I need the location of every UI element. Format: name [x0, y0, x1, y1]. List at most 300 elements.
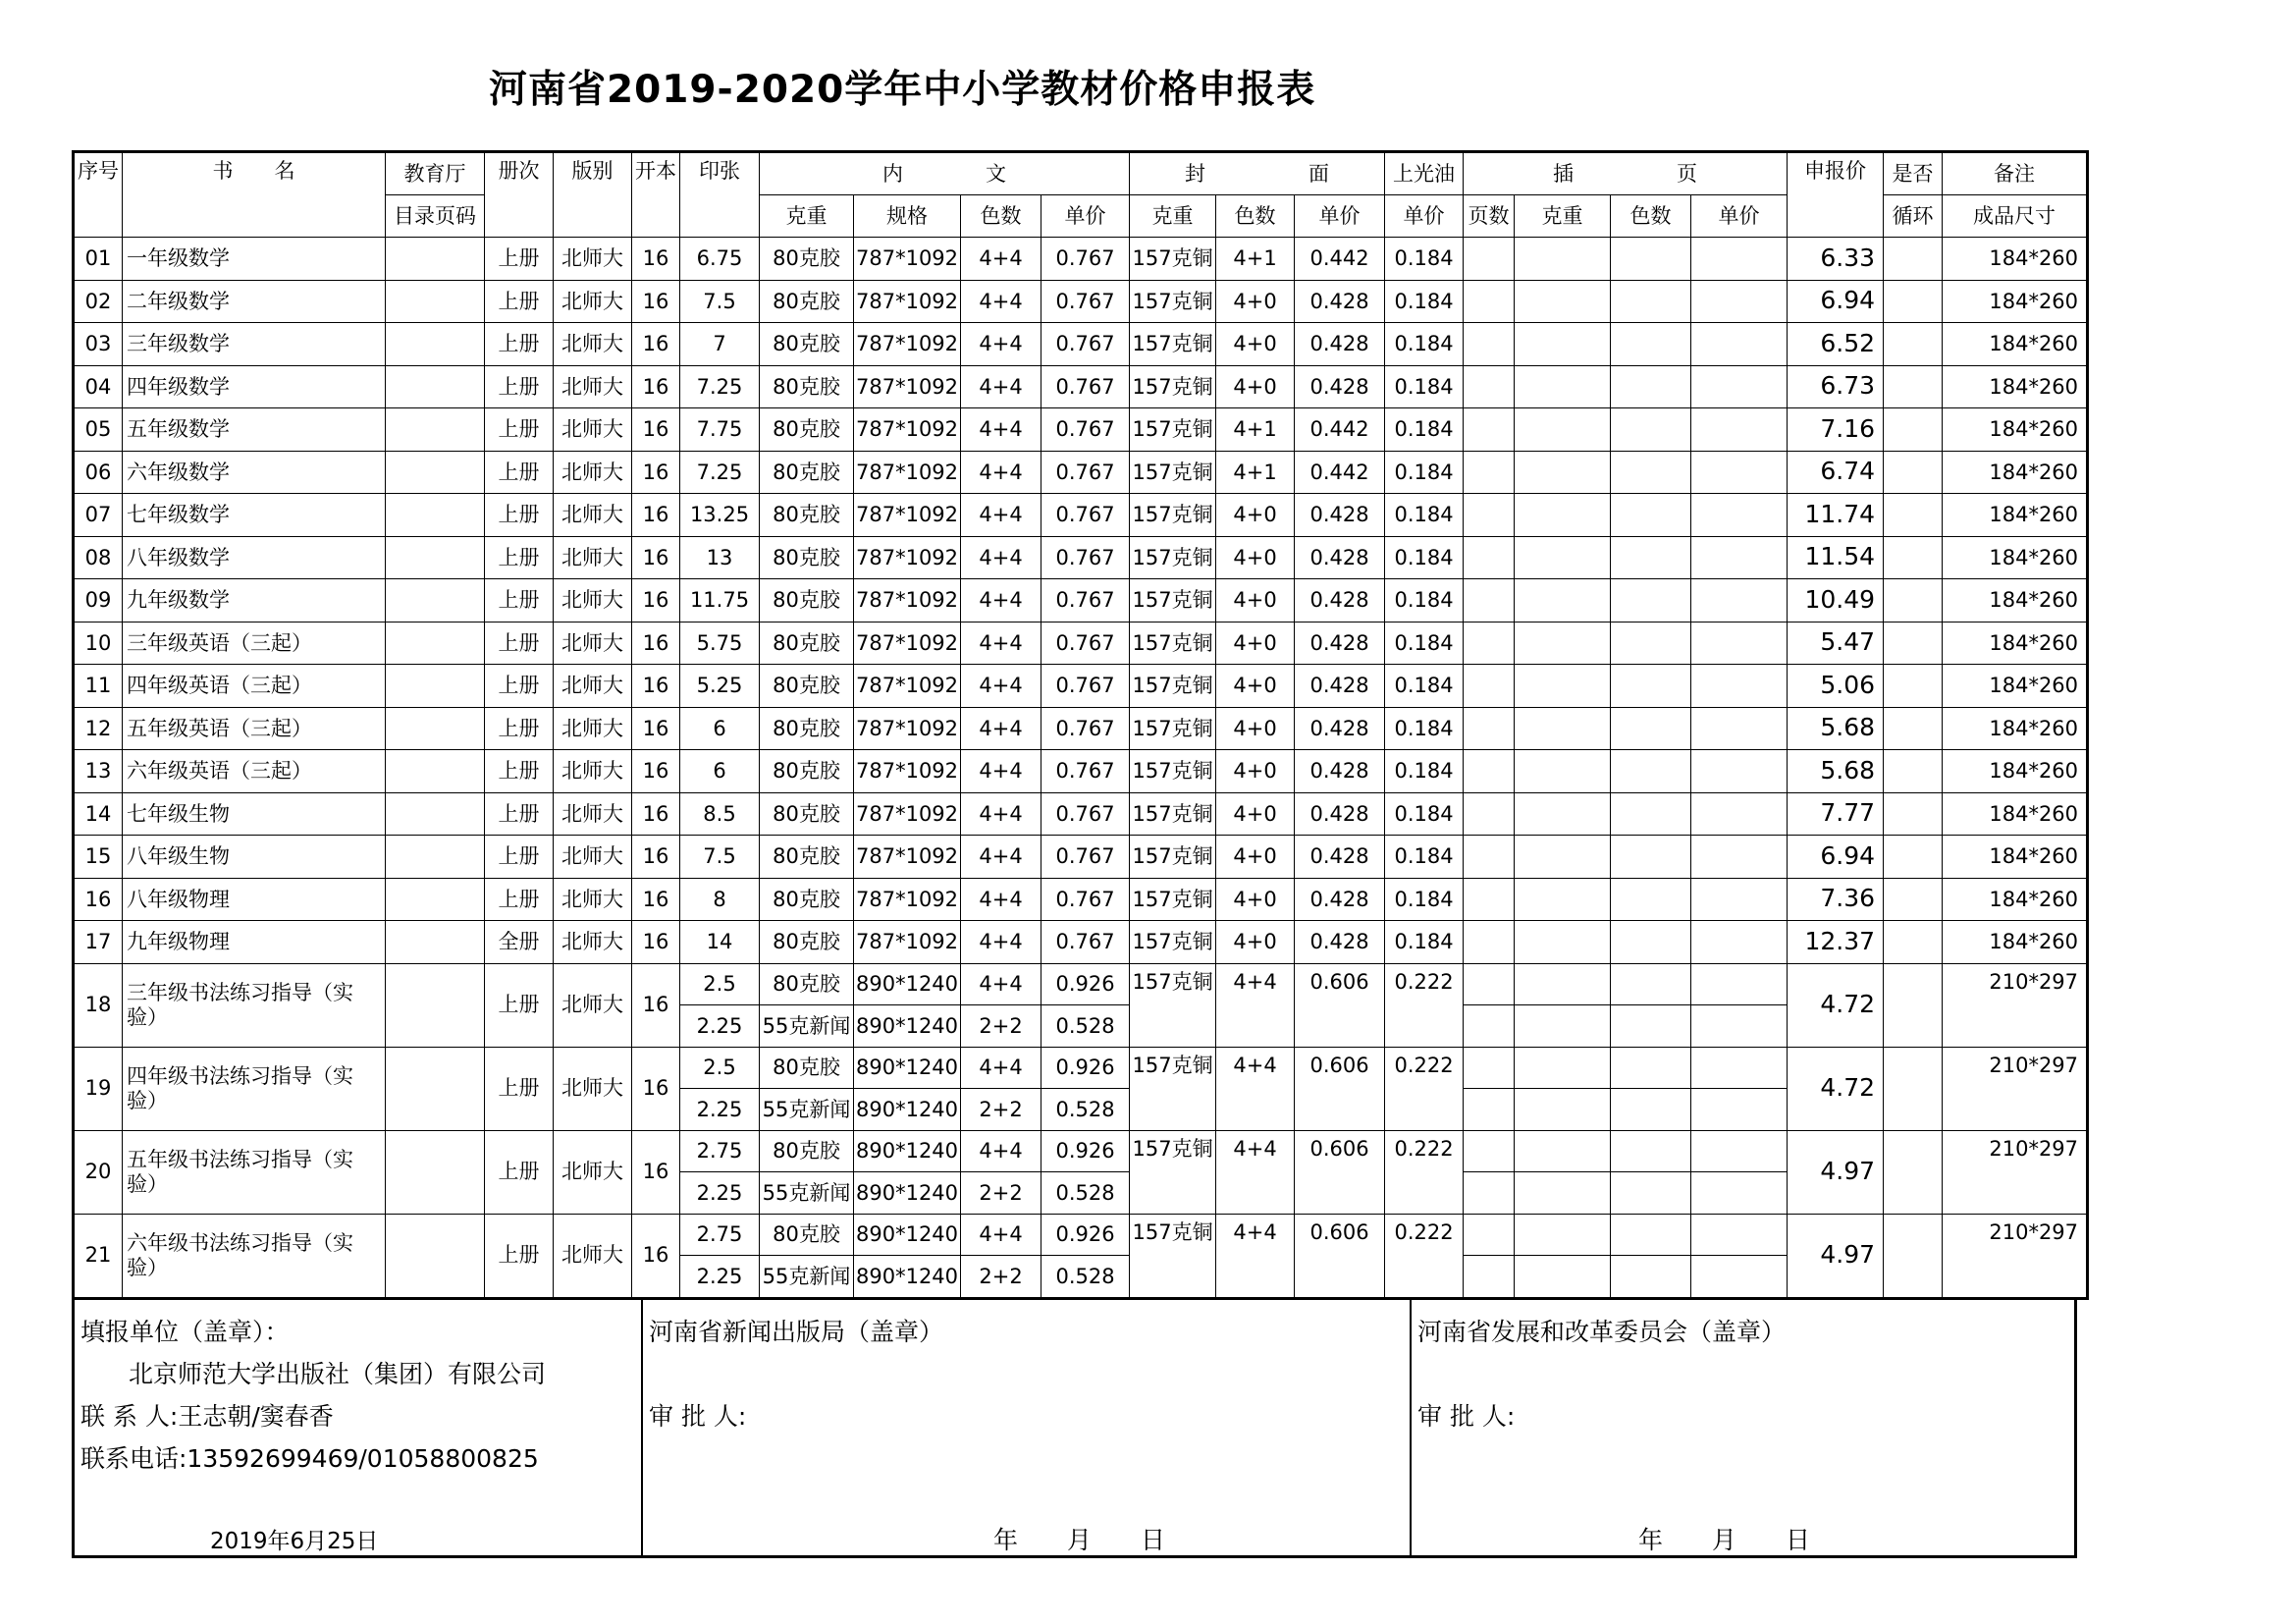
cell-jyt	[386, 494, 485, 537]
cell-sheets: 2.5	[680, 963, 760, 1005]
cell-edition: 北师大	[554, 836, 632, 879]
cell-price: 10.49	[1788, 579, 1884, 623]
cell-unit-price: 0.767	[1041, 792, 1130, 836]
cell-insert-unit-price	[1691, 408, 1788, 452]
cell-gloss: 0.222	[1385, 1130, 1464, 1214]
cell-sheets: 7.5	[680, 836, 760, 879]
cell-cover-colors: 4+0	[1216, 536, 1295, 579]
cell-unit-price: 0.767	[1041, 280, 1130, 323]
cell-unit-price: 0.926	[1041, 1047, 1130, 1089]
cell-price: 6.73	[1788, 365, 1884, 408]
cell-cover-colors: 4+0	[1216, 707, 1295, 750]
cell-insert-unit-price	[1691, 665, 1788, 708]
cell-size: 210*297	[1943, 1047, 2088, 1130]
header-insert: 插 页	[1464, 152, 1788, 195]
cell-insert-colors	[1611, 921, 1691, 964]
cell-unit-price: 0.767	[1041, 536, 1130, 579]
cell-insert-pages	[1464, 1256, 1515, 1299]
cell-insert-unit-price	[1691, 238, 1788, 281]
cell-cover-unit-price: 0.428	[1295, 365, 1385, 408]
table-row	[74, 1130, 2088, 1172]
cell-name: 九年级物理	[123, 921, 386, 964]
cell-insert-pages	[1464, 1047, 1515, 1089]
cell-cover-unit-price: 0.442	[1295, 238, 1385, 281]
cell-size: 184*260	[1943, 408, 2088, 452]
cell-recycle	[1884, 792, 1943, 836]
filler-label: 填报单位（盖章）：	[80, 1318, 290, 1346]
cell-unit-price: 0.767	[1041, 622, 1130, 665]
cell-insert-unit-price	[1691, 622, 1788, 665]
cell-recycle	[1884, 280, 1943, 323]
cell-sheets: 2.25	[680, 1256, 760, 1299]
cell-sheets: 13.25	[680, 494, 760, 537]
cell-weight: 80克胶	[760, 408, 854, 452]
cell-insert-weight	[1515, 707, 1611, 750]
cell-cover-weight: 157克铜	[1130, 963, 1216, 1047]
cell-recycle	[1884, 1214, 1943, 1298]
cell-sheets: 5.75	[680, 622, 760, 665]
cell-insert-unit-price	[1691, 365, 1788, 408]
signature-footer	[72, 1300, 2077, 1558]
cell-cover-unit-price: 0.428	[1295, 836, 1385, 879]
cell-size: 184*260	[1943, 451, 2088, 494]
cell-colors: 4+4	[961, 451, 1041, 494]
header-price: 申报价	[1788, 152, 1884, 238]
cell-insert-pages	[1464, 494, 1515, 537]
cell-unit-price: 0.528	[1041, 1256, 1130, 1299]
header-gloss: 上光油	[1385, 152, 1464, 195]
cell-insert-colors	[1611, 792, 1691, 836]
cell-spec: 787*1092	[854, 707, 961, 750]
cell-unit-price: 0.767	[1041, 408, 1130, 452]
cell-edition: 北师大	[554, 494, 632, 537]
header-note: 备注	[1943, 152, 2088, 195]
cell-price: 4.72	[1788, 963, 1884, 1047]
cell-jyt	[386, 579, 485, 623]
cell-format: 16	[632, 536, 680, 579]
cell-unit-price: 0.528	[1041, 1172, 1130, 1215]
header-size: 成品尺寸	[1943, 195, 2088, 238]
cell-volume: 上册	[485, 365, 554, 408]
cell-volume: 上册	[485, 792, 554, 836]
cell-jyt	[386, 878, 485, 921]
cell-unit-price: 0.767	[1041, 665, 1130, 708]
cell-recycle	[1884, 494, 1943, 537]
cell-seq: 17	[74, 921, 123, 964]
bureau-date: 年 月 日	[993, 1526, 1166, 1554]
cell-jyt	[386, 408, 485, 452]
cell-jyt	[386, 1130, 485, 1214]
cell-size: 210*297	[1943, 1214, 2088, 1298]
cell-insert-colors	[1611, 963, 1691, 1005]
cell-insert-unit-price	[1691, 707, 1788, 750]
cell-name: 一年级数学	[123, 238, 386, 281]
cell-seq: 15	[74, 836, 123, 879]
cell-unit-price: 0.528	[1041, 1089, 1130, 1131]
cell-cover-colors: 4+0	[1216, 792, 1295, 836]
filler-phone: 联系电话:13592699469/01058800825	[80, 1444, 539, 1473]
cell-insert-pages	[1464, 792, 1515, 836]
cell-cover-colors: 4+4	[1216, 1130, 1295, 1214]
cell-jyt	[386, 323, 485, 366]
footer-bureau	[641, 1300, 1410, 1555]
cell-insert-unit-price	[1691, 323, 1788, 366]
cell-jyt	[386, 280, 485, 323]
cell-insert-colors	[1611, 665, 1691, 708]
cell-price: 6.74	[1788, 451, 1884, 494]
cell-format: 16	[632, 665, 680, 708]
cell-cover-unit-price: 0.606	[1295, 1130, 1385, 1214]
cell-gloss: 0.184	[1385, 408, 1464, 452]
cell-name: 三年级数学	[123, 323, 386, 366]
cell-weight: 80克胶	[760, 878, 854, 921]
cell-spec: 787*1092	[854, 451, 961, 494]
cell-seq: 07	[74, 494, 123, 537]
cell-cover-weight: 157克铜	[1130, 238, 1216, 281]
cell-volume: 上册	[485, 665, 554, 708]
table-row	[74, 921, 2088, 964]
cell-name: 六年级书法练习指导（实验）	[123, 1214, 386, 1298]
cell-cover-colors: 4+0	[1216, 494, 1295, 537]
cell-edition: 北师大	[554, 365, 632, 408]
cell-insert-pages	[1464, 238, 1515, 281]
cell-recycle	[1884, 323, 1943, 366]
cell-gloss: 0.184	[1385, 750, 1464, 793]
cell-jyt	[386, 792, 485, 836]
cell-colors: 4+4	[961, 280, 1041, 323]
cell-gloss: 0.184	[1385, 323, 1464, 366]
cell-spec: 787*1092	[854, 494, 961, 537]
cell-cover-unit-price: 0.428	[1295, 579, 1385, 623]
cell-gloss: 0.184	[1385, 451, 1464, 494]
cell-sheets: 6.75	[680, 238, 760, 281]
cell-insert-pages	[1464, 707, 1515, 750]
cell-edition: 北师大	[554, 1047, 632, 1130]
cell-gloss: 0.184	[1385, 665, 1464, 708]
cell-volume: 全册	[485, 921, 554, 964]
cell-insert-weight	[1515, 1005, 1611, 1048]
cell-cover-weight: 157克铜	[1130, 878, 1216, 921]
cell-cover-unit-price: 0.442	[1295, 451, 1385, 494]
cell-gloss: 0.184	[1385, 494, 1464, 537]
cell-insert-colors	[1611, 1005, 1691, 1048]
cell-seq: 04	[74, 365, 123, 408]
cell-volume: 上册	[485, 280, 554, 323]
cell-volume: 上册	[485, 707, 554, 750]
cell-gloss: 0.184	[1385, 536, 1464, 579]
cell-size: 210*297	[1943, 1130, 2088, 1214]
cell-name: 八年级数学	[123, 536, 386, 579]
cell-gloss: 0.184	[1385, 921, 1464, 964]
cell-unit-price: 0.767	[1041, 494, 1130, 537]
table-row	[74, 750, 2088, 793]
cell-insert-colors	[1611, 494, 1691, 537]
cell-unit-price: 0.926	[1041, 963, 1130, 1005]
cell-colors: 4+4	[961, 878, 1041, 921]
cell-insert-weight	[1515, 836, 1611, 879]
cell-insert-pages	[1464, 1130, 1515, 1172]
cell-cover-weight: 157克铜	[1130, 1047, 1216, 1130]
ndrc-date: 年 月 日	[1638, 1526, 1811, 1554]
cell-seq: 06	[74, 451, 123, 494]
cell-insert-colors	[1611, 280, 1691, 323]
header-colors: 色数	[961, 195, 1041, 238]
cell-insert-unit-price	[1691, 792, 1788, 836]
cell-insert-colors	[1611, 323, 1691, 366]
cell-insert-weight	[1515, 1130, 1611, 1172]
cell-insert-colors	[1611, 836, 1691, 879]
cell-size: 184*260	[1943, 579, 2088, 623]
cell-size: 184*260	[1943, 750, 2088, 793]
cell-edition: 北师大	[554, 238, 632, 281]
cell-cover-weight: 157克铜	[1130, 1214, 1216, 1298]
cell-jyt	[386, 365, 485, 408]
table-row	[74, 365, 2088, 408]
cell-cover-unit-price: 0.428	[1295, 323, 1385, 366]
cell-unit-price: 0.767	[1041, 579, 1130, 623]
cell-gloss: 0.184	[1385, 365, 1464, 408]
cell-recycle	[1884, 408, 1943, 452]
cell-edition: 北师大	[554, 323, 632, 366]
cell-spec: 890*1240	[854, 1256, 961, 1299]
cell-format: 16	[632, 1214, 680, 1298]
cell-insert-pages	[1464, 579, 1515, 623]
cell-cover-weight: 157克铜	[1130, 579, 1216, 623]
cell-insert-weight	[1515, 1047, 1611, 1089]
cell-cover-weight: 157克铜	[1130, 792, 1216, 836]
cell-seq: 09	[74, 579, 123, 623]
cell-cover-weight: 157克铜	[1130, 408, 1216, 452]
cell-insert-weight	[1515, 622, 1611, 665]
cell-format: 16	[632, 750, 680, 793]
cell-spec: 787*1092	[854, 622, 961, 665]
cell-insert-weight	[1515, 792, 1611, 836]
cell-insert-pages	[1464, 536, 1515, 579]
cell-sheets: 2.25	[680, 1005, 760, 1048]
cell-insert-colors	[1611, 451, 1691, 494]
cell-name: 四年级书法练习指导（实验）	[123, 1047, 386, 1130]
cell-unit-price: 0.767	[1041, 451, 1130, 494]
cell-insert-unit-price	[1691, 750, 1788, 793]
cell-edition: 北师大	[554, 707, 632, 750]
cell-jyt	[386, 707, 485, 750]
header-insert-colors: 色数	[1611, 195, 1691, 238]
cell-seq: 08	[74, 536, 123, 579]
cell-insert-colors	[1611, 365, 1691, 408]
header-gloss-unit-price: 单价	[1385, 195, 1464, 238]
cell-format: 16	[632, 921, 680, 964]
cell-name: 三年级英语（三起）	[123, 622, 386, 665]
cell-colors: 4+4	[961, 536, 1041, 579]
cell-insert-unit-price	[1691, 280, 1788, 323]
cell-price: 6.33	[1788, 238, 1884, 281]
cell-spec: 787*1092	[854, 878, 961, 921]
cell-name: 八年级生物	[123, 836, 386, 879]
cell-unit-price: 0.767	[1041, 750, 1130, 793]
cell-colors: 4+4	[961, 622, 1041, 665]
cell-insert-weight	[1515, 536, 1611, 579]
cell-insert-pages	[1464, 1005, 1515, 1048]
cell-weight: 80克胶	[760, 238, 854, 281]
cell-recycle	[1884, 878, 1943, 921]
cell-seq: 01	[74, 238, 123, 281]
cell-insert-weight	[1515, 408, 1611, 452]
cell-sheets: 2.75	[680, 1214, 760, 1256]
ndrc-label: 河南省发展和改革委员会（盖章）	[1417, 1318, 1787, 1346]
cell-cover-colors: 4+0	[1216, 750, 1295, 793]
cell-colors: 4+4	[961, 579, 1041, 623]
cell-cover-colors: 4+4	[1216, 1214, 1295, 1298]
cell-insert-weight	[1515, 579, 1611, 623]
cell-jyt	[386, 451, 485, 494]
cell-volume: 上册	[485, 451, 554, 494]
cell-insert-weight	[1515, 665, 1611, 708]
cell-jyt	[386, 536, 485, 579]
cell-edition: 北师大	[554, 451, 632, 494]
cell-insert-colors	[1611, 707, 1691, 750]
cell-weight: 80克胶	[760, 1214, 854, 1256]
header-seq: 序号	[74, 152, 123, 238]
cell-cover-colors: 4+0	[1216, 579, 1295, 623]
cell-sheets: 6	[680, 707, 760, 750]
cell-weight: 80克胶	[760, 494, 854, 537]
cell-cover-unit-price: 0.428	[1295, 622, 1385, 665]
cell-cover-unit-price: 0.428	[1295, 750, 1385, 793]
cell-colors: 4+4	[961, 323, 1041, 366]
cell-name: 二年级数学	[123, 280, 386, 323]
cell-insert-colors	[1611, 1256, 1691, 1299]
cell-weight: 55克新闻	[760, 1256, 854, 1299]
cell-sheets: 7.25	[680, 451, 760, 494]
cell-insert-unit-price	[1691, 1005, 1788, 1048]
header-weight: 克重	[760, 195, 854, 238]
table-row	[74, 280, 2088, 323]
cell-price: 5.68	[1788, 750, 1884, 793]
cell-cover-unit-price: 0.442	[1295, 408, 1385, 452]
table-row	[74, 451, 2088, 494]
cell-cover-weight: 157克铜	[1130, 836, 1216, 879]
cell-jyt	[386, 750, 485, 793]
header-recycle2: 循环	[1884, 195, 1943, 238]
cell-unit-price: 0.926	[1041, 1130, 1130, 1172]
cell-cover-colors: 4+0	[1216, 323, 1295, 366]
header-pages: 页数	[1464, 195, 1515, 238]
cell-unit-price: 0.767	[1041, 365, 1130, 408]
cell-volume: 上册	[485, 750, 554, 793]
cell-name: 四年级数学	[123, 365, 386, 408]
cell-unit-price: 0.767	[1041, 323, 1130, 366]
cell-format: 16	[632, 408, 680, 452]
cell-colors: 4+4	[961, 963, 1041, 1005]
cell-unit-price: 0.767	[1041, 707, 1130, 750]
cell-insert-unit-price	[1691, 921, 1788, 964]
table-row	[74, 878, 2088, 921]
cell-recycle	[1884, 963, 1943, 1047]
cell-size: 184*260	[1943, 536, 2088, 579]
header-insert-weight: 克重	[1515, 195, 1611, 238]
cell-weight: 80克胶	[760, 707, 854, 750]
cell-insert-weight	[1515, 494, 1611, 537]
cell-gloss: 0.184	[1385, 622, 1464, 665]
cell-format: 16	[632, 323, 680, 366]
cell-recycle	[1884, 622, 1943, 665]
cell-spec: 890*1240	[854, 1047, 961, 1089]
cell-cover-unit-price: 0.428	[1295, 494, 1385, 537]
cell-edition: 北师大	[554, 750, 632, 793]
cell-weight: 80克胶	[760, 1047, 854, 1089]
cell-jyt	[386, 665, 485, 708]
cell-colors: 4+4	[961, 836, 1041, 879]
header-format: 开本	[632, 152, 680, 238]
bureau-approver: 审 批 人:	[649, 1402, 747, 1431]
cell-weight: 80克胶	[760, 622, 854, 665]
cell-recycle	[1884, 707, 1943, 750]
cell-cover-unit-price: 0.428	[1295, 792, 1385, 836]
cell-sheets: 2.25	[680, 1089, 760, 1131]
table-row	[74, 323, 2088, 366]
header-name: 书 名	[123, 152, 386, 238]
cell-cover-weight: 157克铜	[1130, 665, 1216, 708]
cell-insert-colors	[1611, 579, 1691, 623]
cell-unit-price: 0.767	[1041, 836, 1130, 879]
footer-filler	[75, 1300, 641, 1555]
cell-insert-weight	[1515, 878, 1611, 921]
cell-weight: 80克胶	[760, 323, 854, 366]
cell-colors: 4+4	[961, 665, 1041, 708]
cell-volume: 上册	[485, 1214, 554, 1298]
cell-sheets: 7.25	[680, 365, 760, 408]
cell-seq: 19	[74, 1047, 123, 1130]
cell-spec: 787*1092	[854, 238, 961, 281]
cell-name: 八年级物理	[123, 878, 386, 921]
cell-size: 184*260	[1943, 878, 2088, 921]
cell-gloss: 0.222	[1385, 1047, 1464, 1130]
cell-weight: 80克胶	[760, 665, 854, 708]
cell-recycle	[1884, 451, 1943, 494]
cell-insert-pages	[1464, 665, 1515, 708]
cell-unit-price: 0.767	[1041, 238, 1130, 281]
cell-insert-pages	[1464, 451, 1515, 494]
table-row	[74, 536, 2088, 579]
cell-cover-colors: 4+0	[1216, 665, 1295, 708]
cell-seq: 05	[74, 408, 123, 452]
cell-colors: 4+4	[961, 1214, 1041, 1256]
cell-insert-weight	[1515, 921, 1611, 964]
cell-colors: 4+4	[961, 494, 1041, 537]
cell-colors: 4+4	[961, 792, 1041, 836]
cell-cover-weight: 157克铜	[1130, 707, 1216, 750]
cell-recycle	[1884, 536, 1943, 579]
cell-gloss: 0.184	[1385, 792, 1464, 836]
cell-insert-weight	[1515, 365, 1611, 408]
cell-cover-unit-price: 0.428	[1295, 536, 1385, 579]
cell-volume: 上册	[485, 536, 554, 579]
cell-weight: 55克新闻	[760, 1005, 854, 1048]
cell-jyt	[386, 836, 485, 879]
cell-format: 16	[632, 280, 680, 323]
cell-insert-unit-price	[1691, 1089, 1788, 1131]
cell-spec: 787*1092	[854, 579, 961, 623]
cell-insert-pages	[1464, 622, 1515, 665]
cell-seq: 02	[74, 280, 123, 323]
table-row	[74, 622, 2088, 665]
cell-format: 16	[632, 1047, 680, 1130]
cell-edition: 北师大	[554, 280, 632, 323]
cell-price: 11.74	[1788, 494, 1884, 537]
cell-name: 四年级英语（三起）	[123, 665, 386, 708]
cell-spec: 787*1092	[854, 921, 961, 964]
cell-name: 六年级英语（三起）	[123, 750, 386, 793]
